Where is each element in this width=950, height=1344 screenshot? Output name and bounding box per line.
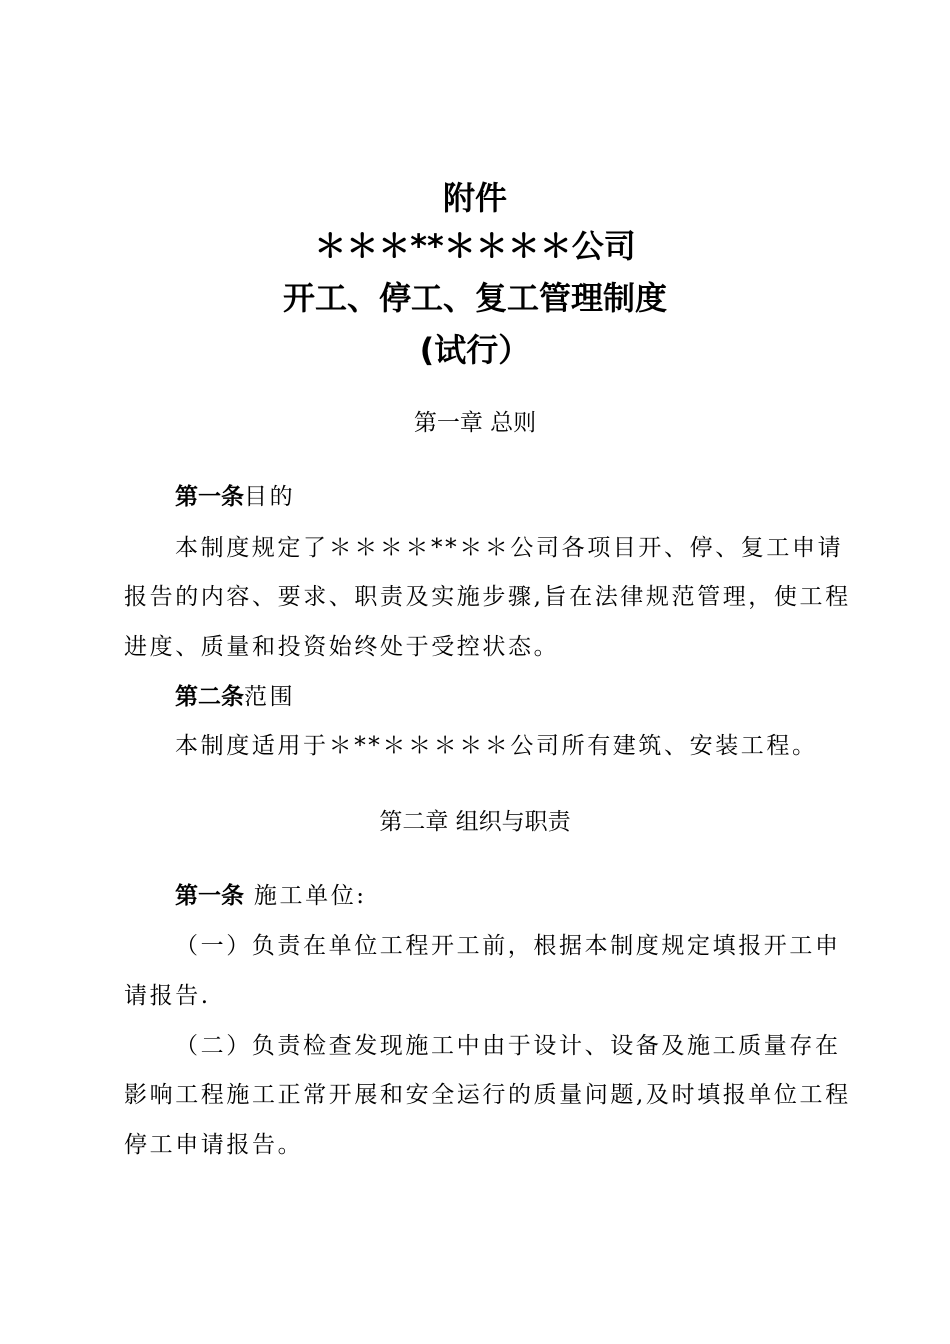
chapter-2-heading: 第二章 组织与职责: [379, 809, 571, 835]
paragraph-line: 影响工程施工正常开展和安全运行的质量问题,及时填报单位工程: [124, 1082, 851, 1108]
chapter-1-article-2-heading: [175, 686, 295, 709]
chapter-1-heading: 第一章 总则: [413, 410, 537, 436]
paragraph-line: （二）负责检查发现施工中由于设计、设备及施工质量存在: [175, 1033, 841, 1059]
doc-title-main: 开工、停工、复工管理制度: [282, 279, 667, 317]
paragraph-line: 停工申请报告。: [124, 1132, 304, 1158]
article-title: 施工单位:: [244, 883, 367, 909]
doc-title-trial: (试行）: [419, 331, 531, 369]
paragraph-line: 报告的内容、要求、职责及实施步骤,旨在法律规范管理，使工程: [124, 584, 851, 610]
article-title: 目的: [244, 484, 296, 510]
paragraph-line: 进度、质量和投资始终处于受控状态。: [124, 634, 560, 660]
paragraph-line: 请报告.: [124, 983, 211, 1009]
article-label: 第一条: [175, 883, 244, 909]
doc-title-annex: 附件: [442, 179, 507, 217]
article-label: 第一条: [175, 484, 244, 510]
paragraph-line: 本制度规定了＊＊＊＊**＊＊公司各项目开、停、复工申请: [175, 535, 844, 561]
doc-title-company: ＊＊＊**＊＊＊＊公司: [314, 227, 636, 265]
paragraph-line: 本制度适用于＊**＊＊＊＊＊公司所有建筑、安装工程。: [175, 733, 818, 759]
chapter-2-article-1-heading: [175, 885, 367, 908]
article-title: 范围: [244, 684, 296, 710]
paragraph-line: （一）负责在单位工程开工前，根据本制度规定填报开工申: [175, 933, 841, 959]
chapter-1-article-1-heading: [175, 486, 295, 509]
article-label: 第二条: [175, 684, 244, 710]
